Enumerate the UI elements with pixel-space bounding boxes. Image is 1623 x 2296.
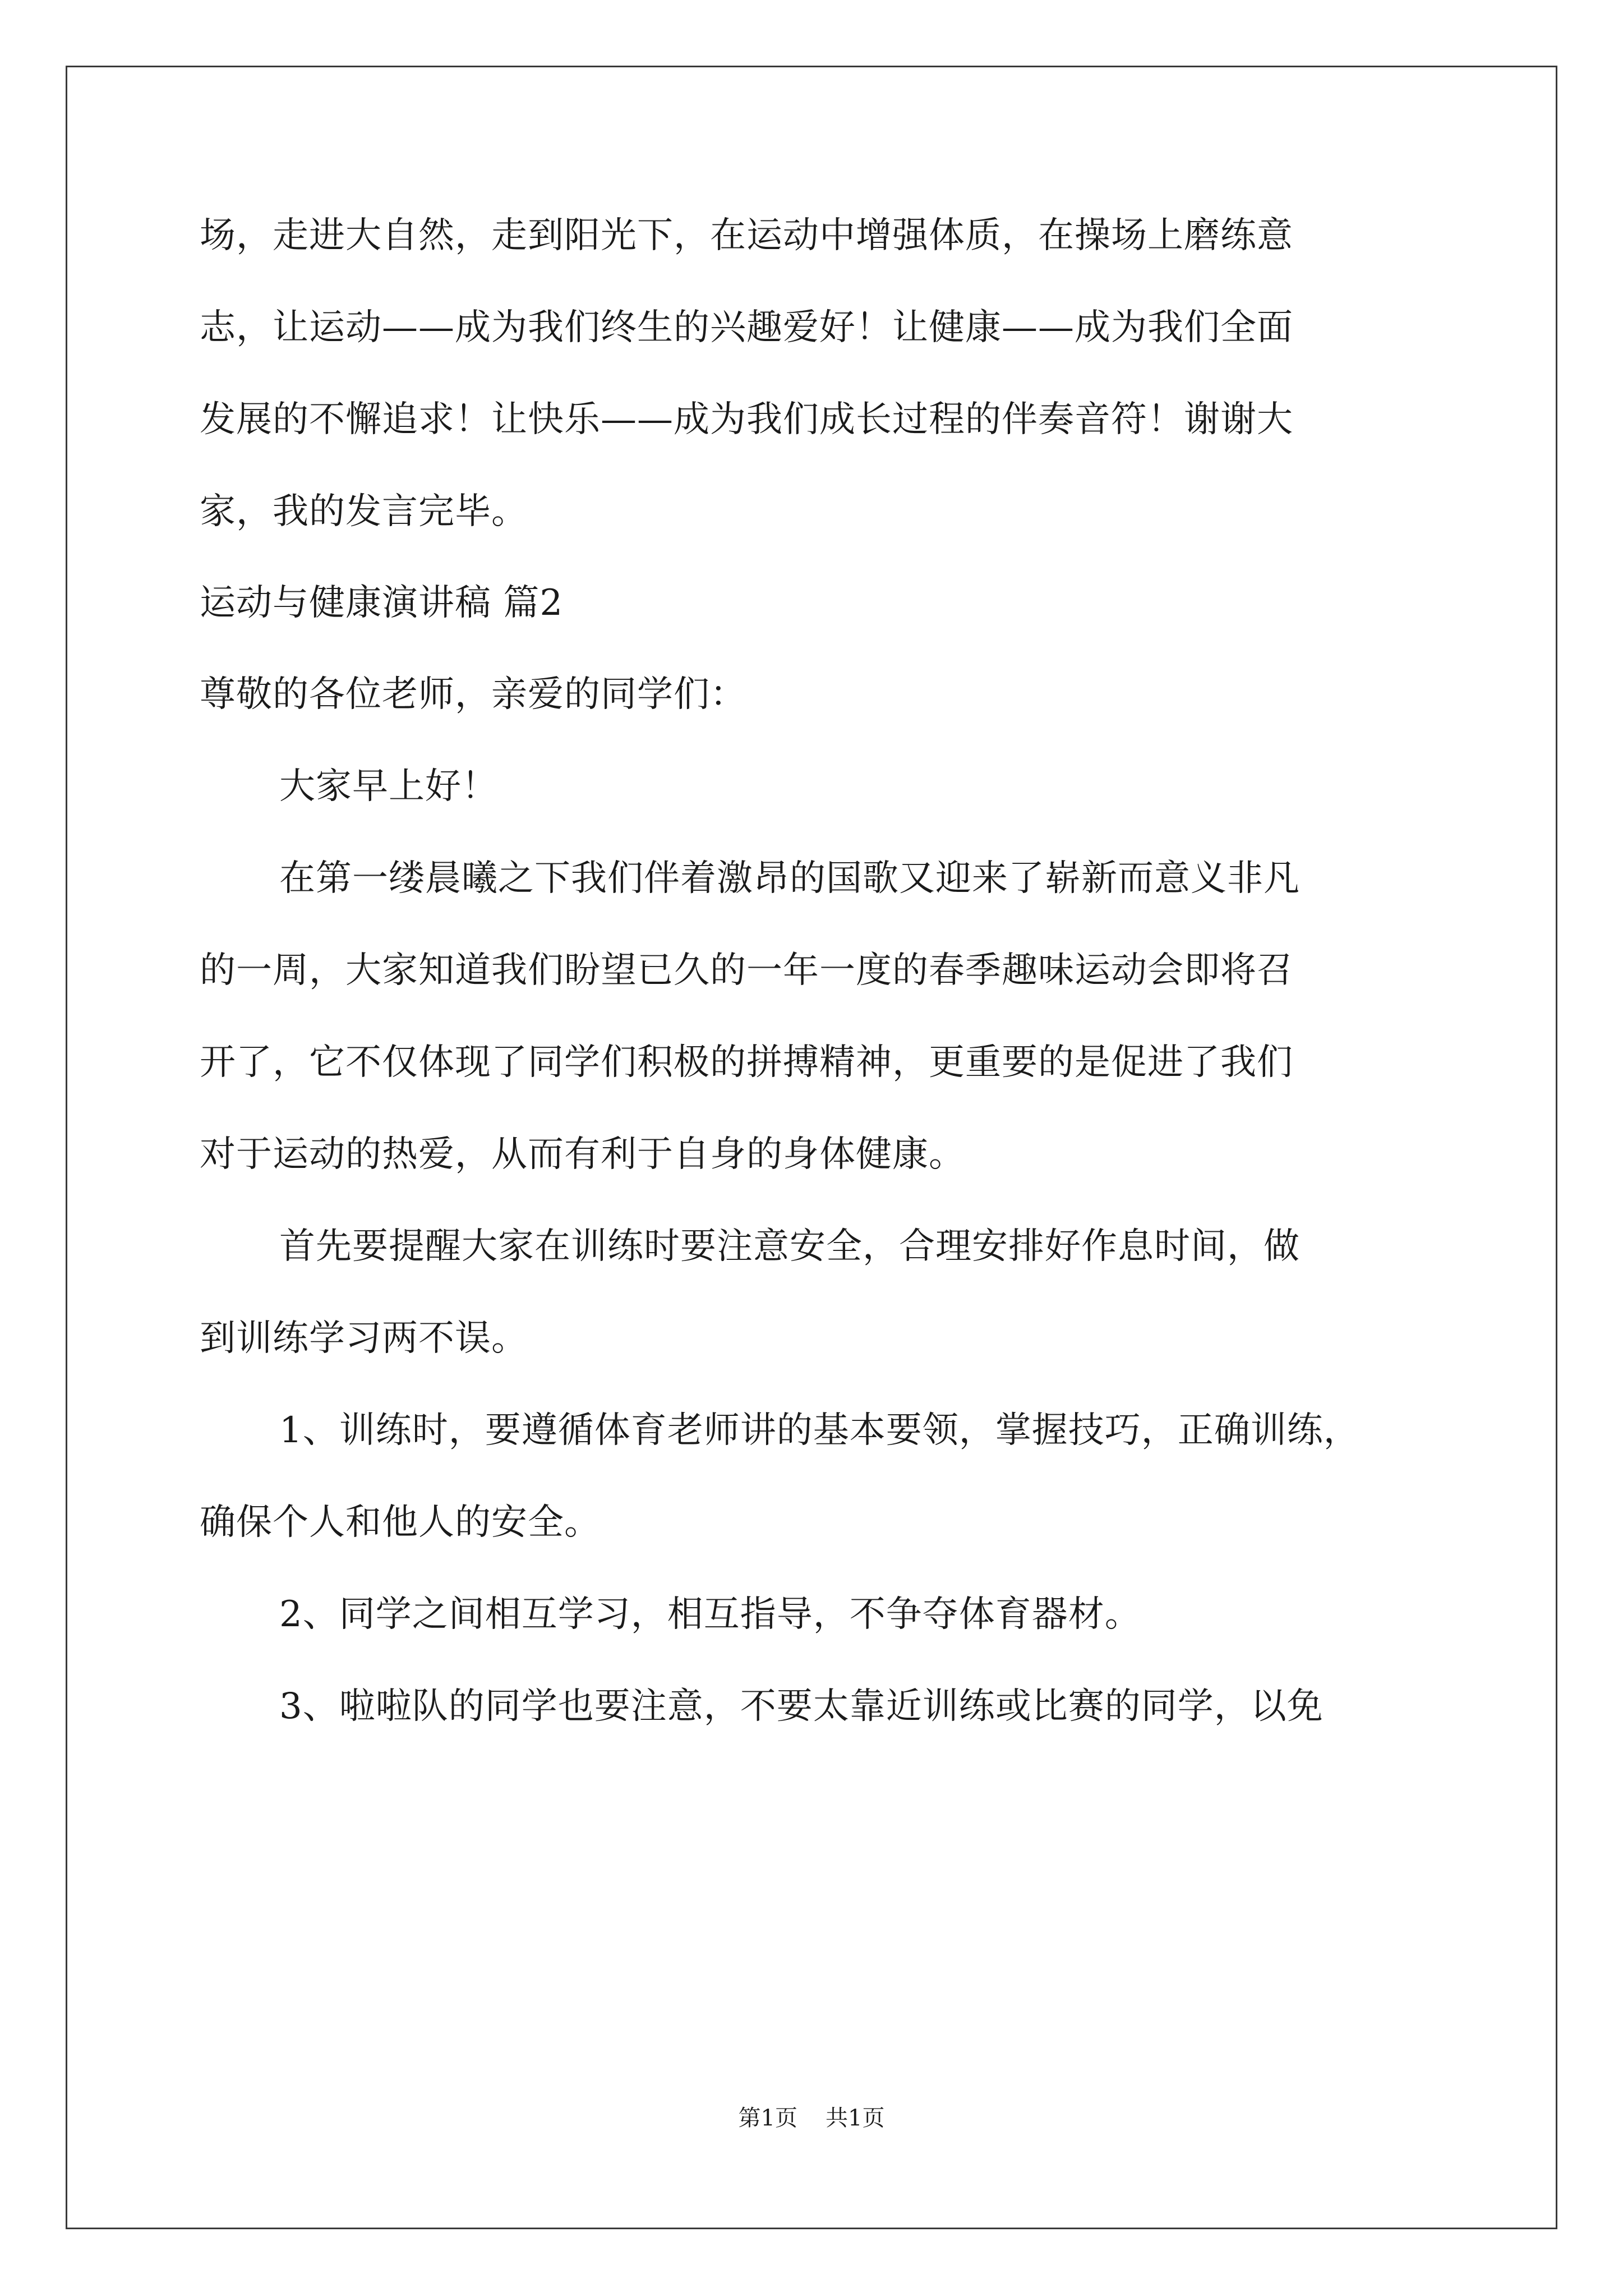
paragraph-line: 到训练学习两不误。 bbox=[200, 1318, 528, 1359]
paragraph-line: 的一周，大家知道我们盼望已久的一年一度的春季趣味运动会即将召 bbox=[200, 950, 1293, 991]
paragraph-line: 首先要提醒大家在训练时要注意安全，合理安排好作息时间，做 bbox=[279, 1226, 1300, 1267]
paragraph-line: 开了，它不仅体现了同学们积极的拼搏精神，更重要的是促进了我们 bbox=[200, 1042, 1293, 1083]
paragraph-line: 发展的不懈追求！让快乐——成为我们成长过程的伴奏音符！谢谢大 bbox=[200, 399, 1293, 440]
list-item: 1、训练时，要遵循体育老师讲的基本要领，掌握技巧，正确训练， bbox=[279, 1410, 1360, 1451]
paragraph-line: 在第一缕晨曦之下我们伴着激昂的国歌又迎来了崭新而意义非凡 bbox=[279, 858, 1300, 899]
page-number: 第1页 bbox=[738, 2105, 797, 2131]
page-footer bbox=[0, 2105, 1623, 2132]
page-total: 共1页 bbox=[826, 2105, 885, 2131]
section-heading: 运动与健康演讲稿 篇2 bbox=[200, 582, 564, 624]
list-item: 2、同学之间相互学习，相互指导，不争夺体育器材。 bbox=[279, 1594, 1141, 1635]
salutation: 尊敬的各位老师，亲爱的同学们： bbox=[200, 674, 746, 715]
paragraph-line: 场，走进大自然，走到阳光下，在运动中增强体质，在操场上磨练意 bbox=[200, 215, 1293, 256]
list-item-continuation: 确保个人和他人的安全。 bbox=[200, 1502, 601, 1543]
paragraph-line: 志，让运动——成为我们终生的兴趣爱好！让健康——成为我们全面 bbox=[200, 307, 1293, 348]
list-item: 3、啦啦队的同学也要注意，不要太靠近训练或比赛的同学，以免 bbox=[279, 1686, 1324, 1727]
paragraph-line: 对于运动的热爱，从而有利于自身的身体健康。 bbox=[200, 1134, 965, 1175]
greeting: 大家早上好！ bbox=[279, 766, 498, 807]
paragraph-line: 家，我的发言完毕。 bbox=[200, 491, 528, 532]
